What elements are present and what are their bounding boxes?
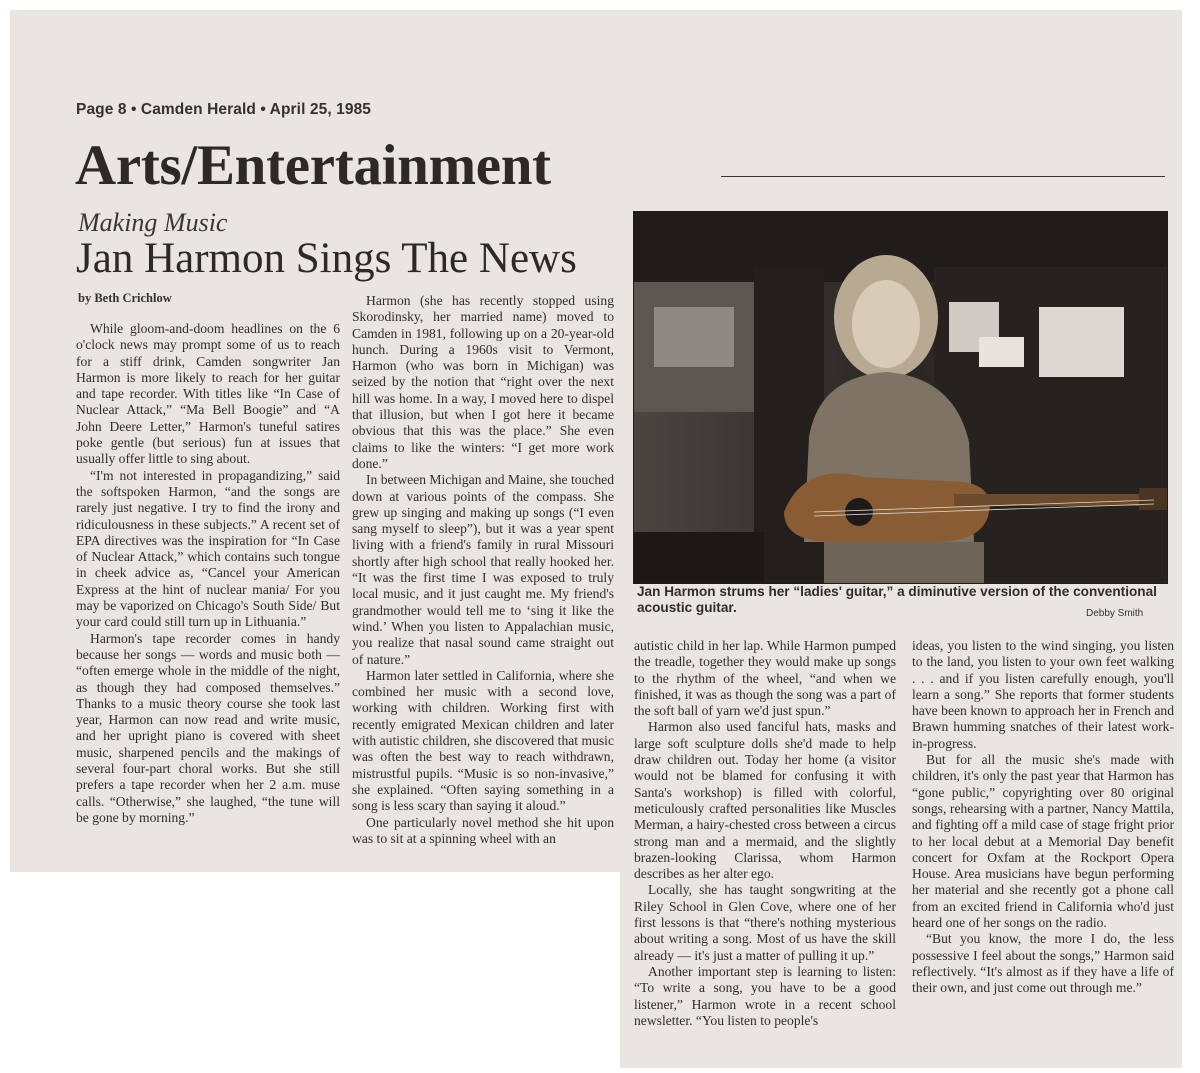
paragraph: ideas, you listen to the wind singing, you listen to the land, you listen to your own feet walking . . . and if you listen carefully enough, you'll learn a song.” She reports that former students have been known to approach her in French and Brawn humming snatches of their latest work-in-progress. (912, 638, 1174, 751)
paragraph: Locally, she has taught songwriting at the Riley School in Glen Cove, where one of her first lessons is that “there's nothing mysterious about writing a song. Most of us have the skill already — it's just a matter of pulling it up.” (634, 882, 896, 963)
paragraph: autistic child in her lap. While Harmon pumped the treadle, together they would make up songs to the rhythm of the wheel, “and when we finished, it was as though the song was a part of the soft ball of yarn we'd just spun.” (634, 638, 896, 719)
photo-credit: Debby Smith (1086, 608, 1144, 619)
paragraph: But for all the music she's made with children, it's only the past year that Harmon has “gone public,” copyrighting over 80 original songs, rehearsing with a partner, Nancy Mattila, and fighting off a mild case of stage fright prior to her local debut at a Memorial Day benefit concert for Oxfam at the Rockport Opera House. Area musicians have begun performing her material and she recently got a phone call from an excited friend in California who'd just heard one of her songs on the radio. (912, 752, 1174, 931)
article-headline: Jan Harmon Sings The News (76, 235, 577, 282)
page-header-line: Page 8 • Camden Herald • April 25, 1985 (76, 101, 372, 118)
paragraph: While gloom-and-doom headlines on the 6 o'clock news may prompt some of us to reach for a stiff drink, Camden songwriter Jan Harmon is more likely to reach for her guitar and tape recorder. With titles like “In Case of Nuclear Attack,” “Ma Bell Boogie” and “A John Deere Letter,” Harmon's tuneful satires poke gentle (but serious) fun at issues that usually offer little to sing about. (76, 321, 340, 467)
paragraph: Another important step is learning to listen: “To write a song, you have to be a good listener,” Harmon wrote in a recent school newsletter. “You listen to people's (634, 963, 896, 1028)
article-column-2 (352, 293, 614, 847)
paragraph: “But you know, the more I do, the less possessive I feel about the songs,” Harmon said reflectively. “It's almost as if they have a life of their own, and just come out through me.” (912, 931, 1174, 996)
paragraph: “I'm not interested in propagandizing,” said the softspoken Harmon, “and the songs are rarely just negative. I try to find the irony and ridiculousness in these subjects.” A recent set of EPA directives was the inspiration for “In Case of Nuclear Attack,” which contains such tongue in cheek advice as, “Cancel your American Express at the hint of nuclear mania/ For you may be vaporized on Chicago's South Side/ But your card could still turn up in Lithuania.” (76, 467, 340, 630)
section-title: Arts/Entertainment (75, 134, 551, 197)
article-column-3 (634, 638, 896, 1029)
guitarist-photo-icon (633, 211, 1168, 584)
paragraph: One particularly novel method she hit upon was to sit at a spinning wheel with an (352, 814, 614, 846)
photo-caption: Jan Harmon strums her “ladies' guitar,” a diminutive version of the conventional acoustic guitar. (637, 584, 1157, 615)
paragraph: Harmon also used fanciful hats, masks and large soft sculpture dolls she'd made to help draw children out. Today her home (a visitor would not be blamed for confusing it with Santa's workshop) is filled with colorful, meticulously crafted personalities like Muscles Merman, a hairy-chested cross between a circus strong man and a mermaid, and the slightly brazen-looking Clarissa, whom Harmon describes as her alter ego. (634, 719, 896, 882)
paragraph: Harmon's tape recorder comes in handy because her songs — words and music both — “often emerge whole in the middle of the night, as though they had composed themselves.” Thanks to a music theory course she took last year, Harmon can now read and write music, and her upright piano is covered with sheet music, sharpened pencils and the makings of several four-part choral works. But she still prefers a tape recorder when her 2 a.m. muse calls. “Otherwise,” she laughed, “the tune will be gone by morning.” (76, 630, 340, 825)
article-column-4 (912, 638, 1174, 997)
article-column-1 (76, 321, 340, 826)
article-byline: by Beth Crichlow (78, 291, 172, 305)
photo-illustration (634, 212, 1167, 583)
paragraph: Harmon later settled in California, where she combined her music with a second love, working with children. Working first with recently emigrated Mexican children and later with autistic children, she discovered that music was often the best way to reach withdrawn, mistrustful pupils. “Music is so non-invasive,” she explained. “Often saying something in a song is less scary than saying it aloud.” (352, 667, 614, 814)
article-kicker: Making Music (78, 208, 228, 237)
paragraph: Harmon (she has recently stopped using Skorodinsky, her married name) moved to Camden in 1981, following up on a 20-year-old hunch. During a 1960s visit to Vermont, Harmon (who was born in Michigan) was seized by the notion that “right over the next hill was home. In a way, I moved here to dispel that illusion, but when I got here it became obvious that this was the place.” She even claims to like the winters: “I get more work done.” (352, 293, 614, 471)
section-title-rule (721, 176, 1165, 177)
paragraph: In between Michigan and Maine, she touched down at various points of the compass. She grew up singing and making up songs (“I even sang myself to sleep”), but it was a year spent living with a friend's family in rural Missouri shortly after high school that really hooked her. “It was the first time I was exposed to truly local music, and it just caught me. My friend's grandmother would tell me to ‘sing it like the wind.’ When you listen to Appalachian music, you realize that nasal sound came straight out of nature.” (352, 472, 615, 667)
